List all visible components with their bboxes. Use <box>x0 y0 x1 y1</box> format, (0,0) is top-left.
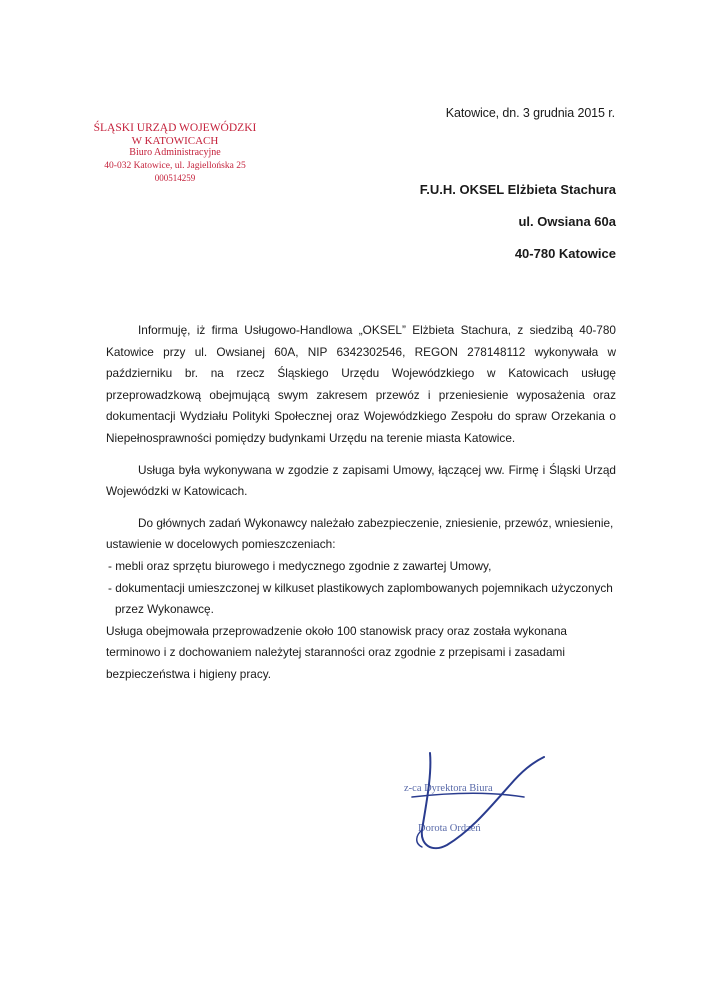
body-paragraph-4-line-1: Usługa obejmowała przeprowadzenie około 100 stanowisk pracy oraz została wykonana <box>106 623 567 638</box>
body-paragraph-3: Do głównych zadań Wykonawcy należało zabezpieczenie, zniesienie, przewóz, wniesienie, ustawienie w docelowych pomieszczeniach: <box>106 515 614 552</box>
body-bullet-2-continuation: przez Wykonawcę. <box>115 602 214 617</box>
body-paragraph-1: Informuję, iż firma Usługowo-Handlowa „OKSEL” Elżbieta Stachura, z siedzibą 40-780 Katowice przy ul. Owsianej 60A, NIP 6342302546, REGON 278148112 wykonywała w październiku br. na rzecz Śląskiego Urzędu Wojewódzkiego w Katowicach usługę przeprowadzkową obejmującą swym zakresem przewóz i przeniesienie wyposażenia oraz dokumentacji Wydziału Polityki Społecznej oraz Wojewódzkiego Zespołu do spraw Orzekania o Niepełnosprawności pomiędzy budynkami Urzędu na terenie miasta Katowice. <box>106 323 616 445</box>
addressee-block <box>420 174 616 270</box>
body-bullet-2: - dokumentacji umieszczonej w kilkuset plastikowych zaplombowanych pojemnikach użyczonych <box>108 580 613 595</box>
signature-title-stamp: z-ca Dyrektora Biura <box>404 783 493 794</box>
stamp-line-city: W KATOWICACH <box>131 134 219 147</box>
body-paragraph-4-line-2: terminowo i z dochowaniem należytej staranności oraz zgodnie z przepisami i zasadami <box>106 645 565 660</box>
stamp-line-number: 000514259 <box>154 173 196 183</box>
stamp-line-address: 40-032 Katowice, ul. Jagiellońska 25 <box>104 160 246 171</box>
letter-body <box>106 320 616 686</box>
signature-name-stamp: Dorota Ordzeń <box>418 823 481 834</box>
body-paragraph-2: Usługa była wykonywana w zgodzie z zapisami Umowy, łączącej ww. Firmę i Śląski Urząd Wojewódzki w Katowicach. <box>106 462 616 499</box>
office-stamp <box>90 122 260 185</box>
stamp-line-department: Biuro Administracyjne <box>129 147 221 158</box>
addressee-city: 40-780 Katowice <box>514 246 616 261</box>
letter-date: Katowice, dn. 3 grudnia 2015 r. <box>445 106 615 120</box>
addressee-street: ul. Owsiana 60a <box>518 214 616 229</box>
body-paragraph-4-line-3: bezpieczeństwa i higieny pracy. <box>106 666 272 681</box>
signature-block <box>392 735 562 865</box>
handwritten-signature <box>392 735 562 865</box>
body-bullet-1: - mebli oraz sprzętu biurowego i medycznego zgodnie z zawartej Umowy, <box>108 558 492 573</box>
addressee-name: F.U.H. OKSEL Elżbieta Stachura <box>419 182 616 197</box>
stamp-line-institution: ŚLĄSKI URZĄD WOJEWÓDZKI <box>93 122 257 134</box>
